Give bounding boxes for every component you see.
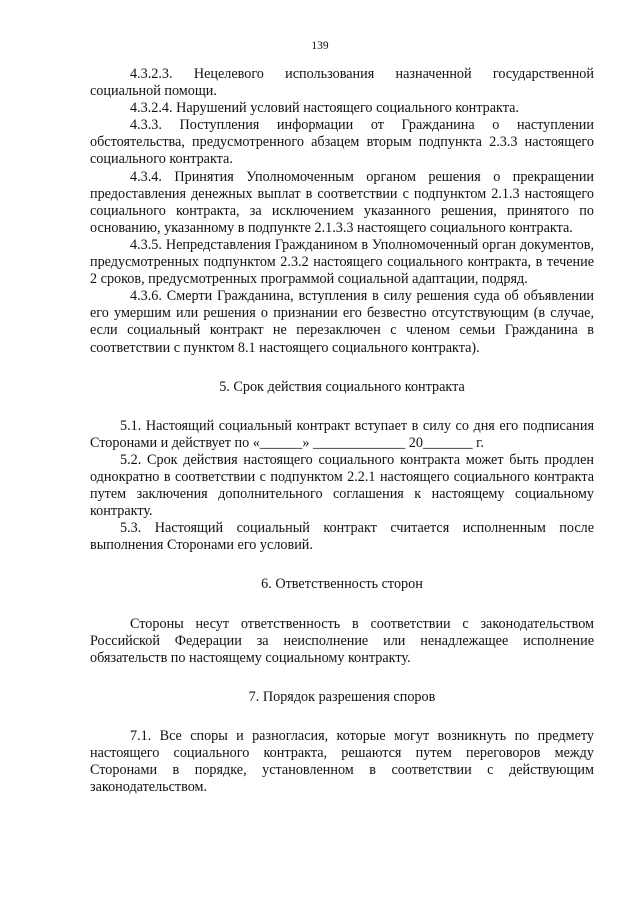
clause-5-3: 5.3. Настоящий социальный контракт считается исполненным после выполнения Сторонами его условий. xyxy=(90,520,594,554)
section-6-paragraph: Стороны несут ответственность в соответствии с законодательством Российской Федерации за неисполнение или ненадлежащее исполнение обязательств по настоящему социальному контракту. xyxy=(90,615,594,666)
clause-7-1: 7.1. Все споры и разногласия, которые могут возникнуть по предмету настоящего социального контракта, решаются путем переговоров между Сторонами в порядке, установленном в соответствии с действующим законодательством. xyxy=(90,727,594,796)
section-7-heading: 7. Порядок разрешения споров xyxy=(248,688,436,705)
clause-4-3-5: 4.3.5. Непредставления Гражданином в Уполномоченный орган документов, предусмотренных подпунктом 2.3.2 настоящего социального контракта, в течение 2 сроков, предусмотренных программой социальной адаптации, подряд. xyxy=(90,236,594,288)
section-5-heading: 5. Срок действия социального контракта xyxy=(219,378,465,395)
section-6-heading: 6. Ответственность сторон xyxy=(261,576,423,593)
clause-4-3-2-4: 4.3.2.4. Нарушений условий настоящего социального контракта. xyxy=(130,100,519,117)
clause-5-1: 5.1. Настоящий социальный контракт вступает в силу со дня его подписания Сторонами и действует по «______» _____________ 20_______ г. xyxy=(90,417,594,451)
clause-4-3-3: 4.3.3. Поступления информации от Гражданина о наступлении обстоятельства, предусмотренного абзацем вторым подпункта 2.3.3 настоящего социального контракта. xyxy=(90,117,594,168)
clause-4-3-4: 4.3.4. Принятия Уполномоченным органом решения о прекращении предоставления денежных выплат в соответствии с подпунктом 2.1.3 настоящего социального контракта, за исключением указанного решения, принятого по основанию, указанному в подпункте 2.1.3.3 настоящего социального контракта. xyxy=(90,168,594,236)
document-body xyxy=(90,66,594,796)
page-number: 139 xyxy=(311,40,329,52)
clause-4-3-6: 4.3.6. Смерти Гражданина, вступления в силу решения суда об объявлении его умершим или решения о признании его безвестно отсутствующим (в случае, если социальный контракт не перезаключен с членом семьи Гражданина в соответствии с пунктом 8.1 настоящего социального контракта). xyxy=(90,288,594,356)
clause-4-3-2-3: 4.3.2.3. Нецелевого использования назначенной государственной социальной помощи. xyxy=(90,66,594,100)
clause-5-2: 5.2. Срок действия настоящего социального контракта может быть продлен однократно в соответствии с подпунктом 2.2.1 настоящего социального контракта путем заключения дополнительного соглашения к настоящему социальному контракту. xyxy=(90,451,594,520)
